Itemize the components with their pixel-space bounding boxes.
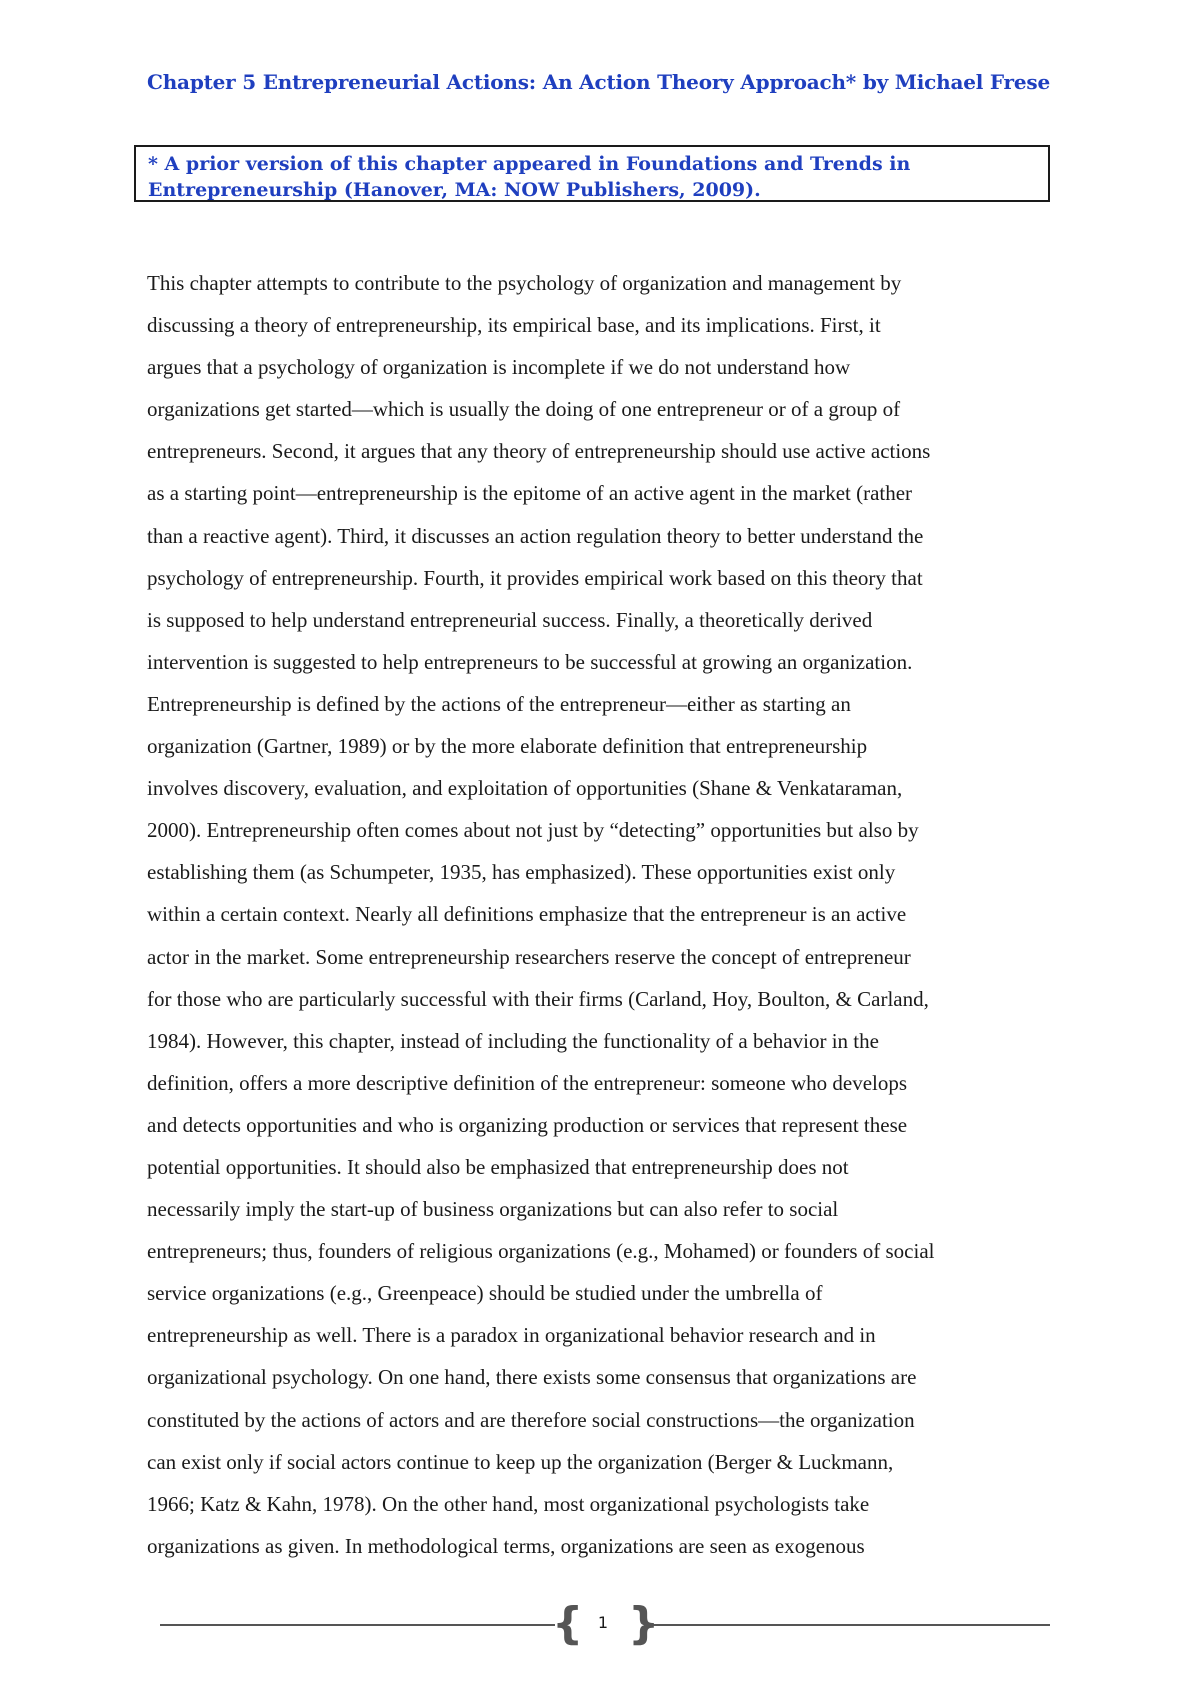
body-line: 1984). However, this chapter, instead of including the functionality of a behavior in the xyxy=(147,1028,879,1053)
body-line: psychology of entrepreneurship. Fourth, it provides empirical work based on this theory that xyxy=(147,565,923,590)
left-brace-icon: { xyxy=(552,1598,584,1649)
footer-rule-left xyxy=(160,1624,555,1626)
body-paragraph xyxy=(147,262,1077,1567)
body-line: 2000). Entrepreneurship often comes about not just by “detecting” opportunities but also by xyxy=(147,818,919,843)
body-line: as a starting point—entrepreneurship is the epitome of an active agent in the market (rather xyxy=(147,481,913,506)
body-line: and detects opportunities and who is organizing production or services that represent these xyxy=(147,1112,908,1137)
body-line: This chapter attempts to contribute to the psychology of organization and management by xyxy=(147,271,902,295)
body-line: potential opportunities. It should also be emphasized that entrepreneurship does not xyxy=(147,1154,849,1179)
page-footer xyxy=(160,1600,1050,1650)
body-line: organizational psychology. On one hand, there exists some consensus that organizations are xyxy=(147,1365,917,1390)
publication-note-line: Entrepreneurship (Hanover, MA: NOW Publishers, 2009). xyxy=(148,179,761,201)
body-line: establishing them (as Schumpeter, 1935, has emphasized). These opportunities exist only xyxy=(147,860,896,885)
body-line: entrepreneurs; thus, founders of religious organizations (e.g., Mohamed) or founders of social xyxy=(147,1239,935,1264)
body-line: 1966; Katz & Kahn, 1978). On the other hand, most organizational psychologists take xyxy=(147,1491,870,1516)
right-brace-icon: } xyxy=(628,1598,660,1649)
body-line: constituted by the actions of actors and are therefore social constructions—the organization xyxy=(147,1407,915,1432)
body-line: actor in the market. Some entrepreneurship researchers reserve the concept of entrepreneur xyxy=(147,944,911,969)
body-line: Entrepreneurship is defined by the actions of the entrepreneur—either as starting an xyxy=(147,691,851,716)
body-line: service organizations (e.g., Greenpeace) should be studied under the umbrella of xyxy=(147,1281,823,1306)
body-line: discussing a theory of entrepreneurship, its empirical base, and its implications. First, it xyxy=(147,313,881,338)
body-line: necessarily imply the start-up of business organizations but can also refer to social xyxy=(147,1197,839,1222)
body-line: argues that a psychology of organization is incomplete if we do not understand how xyxy=(147,355,851,380)
body-line: entrepreneurship as well. There is a paradox in organizational behavior research and in xyxy=(147,1323,876,1348)
body-line: definition, offers a more descriptive definition of the entrepreneur: someone who develops xyxy=(147,1070,908,1095)
body-line: within a certain context. Nearly all definitions emphasize that the entrepreneur is an active xyxy=(147,902,907,927)
body-line: than a reactive agent). Third, it discusses an action regulation theory to better understand the xyxy=(147,523,924,548)
body-line: for those who are particularly successful with their firms (Carland, Hoy, Boulton, & Carland, xyxy=(147,986,929,1011)
body-line: is supposed to help understand entrepreneurial success. Finally, a theoretically derived xyxy=(147,607,873,632)
chapter-title: Chapter 5 Entrepreneurial Actions: An Action Theory Approach* by Michael Frese xyxy=(147,70,1050,94)
body-line: intervention is suggested to help entrepreneurs to be successful at growing an organization. xyxy=(147,649,913,674)
body-line: can exist only if social actors continue to keep up the organization (Berger & Luckmann, xyxy=(147,1449,894,1474)
body-line: involves discovery, evaluation, and exploitation of opportunities (Shane & Venkataraman, xyxy=(147,776,903,801)
body-line: entrepreneurs. Second, it argues that any theory of entrepreneurship should use active actions xyxy=(147,439,931,464)
body-line: organizations as given. In methodological terms, organizations are seen as exogenous xyxy=(147,1533,865,1558)
body-line: organization (Gartner, 1989) or by the more elaborate definition that entrepreneurship xyxy=(147,734,868,759)
page-number: 1 xyxy=(597,1613,609,1632)
footer-rule-right xyxy=(650,1624,1050,1626)
publication-note-box xyxy=(134,145,1050,202)
body-line: organizations get started—which is usually the doing of one entrepreneur or of a group of xyxy=(147,397,901,422)
publication-note-line: * A prior version of this chapter appeared in Foundations and Trends in xyxy=(148,153,911,175)
